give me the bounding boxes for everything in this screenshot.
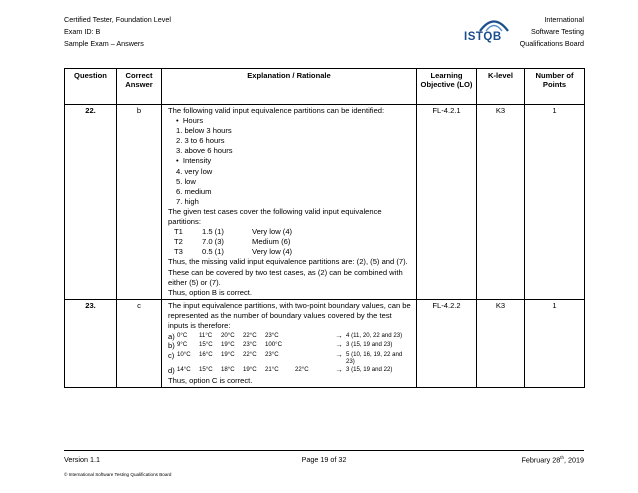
q22-hours-item: 1. below 3 hours: [176, 126, 232, 136]
footer-page-number: Page 19 of 32: [301, 455, 347, 464]
q23-option-row: [168, 366, 413, 375]
page-header: [64, 14, 584, 54]
points: 1: [525, 299, 585, 387]
temp-value: 20°C: [221, 331, 235, 339]
temp-value: 10°C: [177, 350, 191, 358]
col-header-correct-answer: Correct Answer: [117, 69, 162, 105]
explanation-q23: [162, 299, 417, 387]
tc-id: T3: [174, 247, 183, 257]
col-header-learning-objective: Learning Objective (LO): [417, 69, 477, 105]
option-label: a): [168, 331, 175, 341]
q23-option-row: [168, 351, 413, 366]
question-number: 23.: [65, 299, 117, 387]
tc-intensity: Very low (4): [252, 227, 293, 237]
tc-hours: 0.5 (1): [202, 247, 224, 257]
option-result: 4 (11, 20, 22 and 23): [346, 331, 403, 339]
header-sample-exam: Sample Exam – Answers: [64, 39, 144, 48]
temp-value: 19°C: [221, 341, 235, 349]
table-header-row: [65, 69, 585, 105]
option-result: 3 (15, 19 and 23): [346, 341, 393, 349]
option-values: [177, 332, 332, 341]
istqb-logo: [464, 18, 512, 46]
col-header-explanation: Explanation / Rationale: [162, 69, 417, 105]
option-values: [177, 341, 332, 350]
q23-option-row: [168, 332, 413, 341]
correct-answer: c: [117, 299, 162, 387]
option-values: [177, 366, 332, 375]
temp-value: 23°C: [243, 341, 257, 349]
header-exam-id: Exam ID: B: [64, 27, 101, 36]
tc-hours: 1.5 (1): [202, 227, 224, 237]
col-header-k-level: K-level: [477, 69, 525, 105]
date-suffix: th: [560, 455, 565, 460]
temp-value: 100°C: [265, 341, 283, 349]
q22-intensity-item: 6. medium: [176, 186, 212, 196]
q22-hours-label: Hours: [182, 116, 204, 126]
q22-given: The given test cases cover the following valid input equivalence partitions:: [168, 206, 382, 227]
header-org-line-2: Software Testing: [530, 27, 584, 36]
tc-hours: 7.0 (3): [202, 237, 224, 247]
logo-arc-icon: [478, 18, 510, 32]
option-result: 5 (10, 16, 19, 22 and 23): [346, 350, 403, 366]
tc-id: T2: [174, 237, 183, 247]
temp-value: 19°C: [221, 350, 235, 358]
temp-value: 16°C: [199, 350, 213, 358]
page-footer: [64, 450, 584, 477]
table-row-q23: [65, 299, 585, 387]
col-header-points: Number of Points: [525, 69, 585, 105]
k-level: K3: [477, 105, 525, 300]
arrow-icon: →: [335, 349, 343, 359]
arrow-icon: →: [335, 340, 343, 350]
temp-value: 9°C: [177, 341, 188, 349]
header-cert-title: Certified Tester, Foundation Level: [64, 15, 171, 24]
col-header-question: Question: [65, 69, 117, 105]
option-label: c): [168, 350, 175, 360]
temp-value: 22°C: [295, 366, 309, 374]
q22-test-case: [168, 237, 413, 247]
header-left: [64, 14, 171, 50]
date-year: , 2019: [564, 455, 584, 465]
temp-value: 11°C: [199, 331, 213, 339]
tc-intensity: Very low (4): [252, 247, 293, 257]
q22-intro: The following valid input equivalence partitions can be identified:: [168, 106, 385, 115]
question-number: 22.: [65, 105, 117, 300]
points: 1: [525, 105, 585, 300]
tc-intensity: Medium (6): [252, 237, 291, 247]
q23-option-row: [168, 341, 413, 350]
date-text: February 28: [521, 455, 561, 465]
temp-value: 22°C: [243, 331, 257, 339]
temp-value: 18°C: [221, 366, 235, 374]
temp-value: [295, 341, 317, 350]
temp-value: 23°C: [265, 350, 279, 358]
answers-table: [64, 68, 585, 388]
q22-conclusion: Thus, option B is correct.: [168, 287, 252, 297]
header-org-line-3: Qualifications Board: [519, 39, 584, 48]
correct-answer: b: [117, 105, 162, 300]
k-level: K3: [477, 299, 525, 387]
q23-intro: The input equivalence partitions, with two-point boundary values, can be represented as the number of boundary values covered by the test inputs is therefore:: [168, 300, 411, 330]
arrow-icon: →: [335, 330, 343, 340]
header-org-line-1: International: [544, 15, 584, 24]
temp-value: 14°C: [177, 366, 191, 374]
option-label: d): [168, 366, 175, 376]
temp-value: 19°C: [243, 366, 257, 374]
temp-value: 15°C: [199, 366, 213, 374]
temp-value: 15°C: [199, 341, 213, 349]
logo-text: ISTQB: [464, 31, 502, 43]
learning-objective: FL-4.2.1: [417, 105, 477, 300]
option-values: [177, 351, 332, 366]
q22-hours-item: 3. above 6 hours: [176, 146, 233, 156]
q22-intensity-item: 4. very low: [176, 166, 213, 176]
q22-intensity-item: 7. high: [176, 196, 199, 206]
temp-value: 0°C: [177, 331, 188, 339]
temp-value: [295, 332, 317, 341]
q23-conclusion: Thus, option C is correct.: [168, 375, 253, 385]
temp-value: 23°C: [265, 331, 279, 339]
temp-value: 21°C: [265, 366, 279, 374]
footer-date: [521, 455, 584, 464]
q22-hours-item: 2. 3 to 6 hours: [176, 136, 225, 146]
arrow-icon: →: [335, 365, 343, 375]
q22-missing: Thus, the missing valid input equivalence partitions are: (2), (5) and (7). These can be covered by two test cases, as (2) can be combined with either (5) or (7).: [168, 257, 408, 287]
table-row-q22: [65, 105, 585, 300]
explanation-q22: [162, 105, 417, 300]
q22-test-case: [168, 247, 413, 257]
temp-value: 22°C: [243, 350, 257, 358]
temp-value: [295, 351, 317, 366]
q22-test-case: [168, 227, 413, 237]
option-label: b): [168, 341, 175, 351]
learning-objective: FL-4.2.2: [417, 299, 477, 387]
footer-version: Version 1.1: [64, 455, 100, 464]
header-right: [520, 14, 584, 50]
q22-hours-bullet: • Hours: [176, 116, 204, 126]
q22-intensity-item: 5. low: [176, 176, 196, 186]
q22-intensity-label: Intensity: [182, 156, 212, 166]
q22-intensity-bullet: • Intensity: [176, 156, 212, 166]
option-result: 3 (15, 19 and 22): [346, 366, 393, 374]
tc-id: T1: [174, 227, 183, 237]
footer-copyright: © International Software Testing Qualifications Board: [64, 472, 172, 477]
